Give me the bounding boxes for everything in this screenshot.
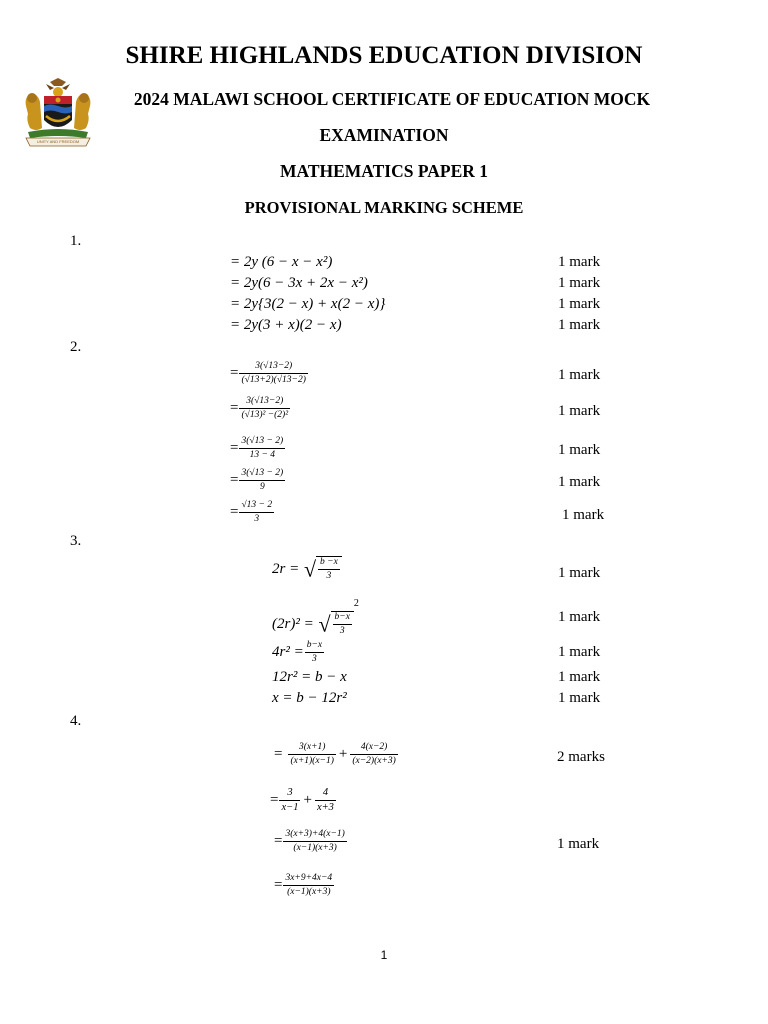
mark-allocation: 2 marks — [557, 749, 605, 765]
crest-motto: UNITY AND FREEDOM — [36, 139, 80, 144]
answer-step: = $\frac{3(√13 - 2)}{13 - 4}$ — [230, 436, 284, 460]
question-number: 1. — [70, 233, 82, 249]
numerator: 3(x+3)+4(x−1) — [283, 829, 346, 842]
denominator: (x−2)(x+3) — [352, 755, 396, 766]
fraction — [239, 396, 290, 421]
mark-allocation: 1 mark — [562, 507, 605, 523]
mark-allocation: 1 mark — [558, 565, 601, 581]
answer-step: 2r = √ $\frac{b -x}{3}$ — [272, 556, 342, 582]
answer-step: = $\frac{3(x+1)}{(x+1)(x-1)}$ + $\frac{4(x-2)}{(x-2)(x+3)}$ — [274, 742, 396, 766]
exponent: 2 — [353, 598, 359, 609]
denominator: 9 — [259, 481, 265, 492]
mark-allocation: 1 mark — [558, 669, 601, 685]
fraction — [239, 500, 274, 525]
numerator: 3(√13−2) — [239, 396, 290, 409]
marking-scheme-title: PROVISIONAL MARKING SCHEME — [244, 198, 524, 217]
answer-step: 4r² = $\frac{b-x}{3}$ — [272, 640, 323, 664]
denominator: (x+1)(x−1) — [290, 755, 334, 766]
question-number: 2. — [70, 339, 82, 355]
answer-step: = $\frac{3(x+3)+4(x-1)}{(x-1)(x+3)}$ — [274, 829, 345, 853]
denominator: x−1 — [281, 802, 299, 814]
denominator: 3 — [326, 570, 332, 581]
answer-step: = 2y(3 + x)(2 − x) — [230, 317, 342, 333]
answer-step: = 2y{3(2 − x) + x(2 − x)} — [230, 296, 386, 312]
division-title: SHIRE HIGHLANDS EDUCATION DIVISION — [125, 42, 643, 69]
denominator: 3 — [254, 513, 260, 524]
exam-title-line-2: EXAMINATION — [319, 125, 449, 145]
fraction — [239, 436, 285, 461]
mark-allocation: 1 mark — [558, 644, 601, 660]
numerator: 3(√13 − 2) — [239, 436, 285, 449]
mark-allocation: 1 mark — [558, 690, 601, 706]
denominator: (x−1)(x+3) — [287, 886, 331, 897]
mark-allocation: 1 mark — [558, 317, 601, 333]
numerator: 3(√13 − 2) — [239, 468, 285, 481]
numerator: b−x — [333, 612, 352, 625]
mark-allocation: 1 mark — [558, 275, 601, 291]
answer-step: = $\frac{3}{x-1}$ + $\frac{4}{x+3}$ — [270, 787, 334, 814]
numerator: 4(x−2) — [350, 742, 397, 755]
mark-allocation: 1 mark — [558, 296, 601, 312]
numerator: 3(√13−2) — [239, 361, 307, 374]
answer-step: = 2y(6 − 3x + 2x − x²) — [230, 275, 368, 291]
denominator: 3 — [312, 653, 317, 664]
denominator: (√13+2)(√13−2) — [241, 374, 306, 385]
numerator: 4 — [315, 787, 336, 801]
numerator: 3x+9+4x−4 — [283, 873, 334, 886]
mark-allocation: 1 mark — [558, 442, 601, 458]
mark-allocation: 1 mark — [558, 609, 601, 625]
denominator: 3 — [339, 626, 345, 637]
denominator: (x−1)(x+3) — [293, 842, 337, 853]
answer-step: = $\frac{3(√13-2)}{\text{(√13)² −(2)²}}$ — [230, 396, 289, 420]
answer-step: = $\frac{3(√13-2)}{(√13+2)(√13-2)}$ — [230, 361, 306, 385]
mark-allocation: 1 mark — [558, 474, 601, 490]
denominator: (√13)² −(2)² — [241, 409, 289, 420]
numerator: b−x — [305, 640, 324, 653]
exam-title-line-1: 2024 MALAWI SCHOOL CERTIFICATE OF EDUCATION MOCK — [133, 89, 651, 109]
answer-step: (2r)² = √ $\frac{b-x}{3}$ $^2$ — [272, 598, 359, 637]
answer-step: x = b − 12r² — [272, 690, 347, 706]
mark-allocation: 1 mark — [557, 836, 600, 852]
mark-allocation: 1 mark — [558, 403, 601, 419]
numerator: √13 − 2 — [239, 500, 274, 513]
denominator: 13 − 4 — [249, 449, 276, 460]
question-number: 4. — [70, 713, 82, 729]
answer-step: = $\frac{√13 - 2}{3}$ — [230, 500, 273, 524]
answer-step: = $\frac{3x+9+4x-4}{(x-1)(x+3)}$ — [274, 873, 333, 897]
page-number: 1 — [380, 948, 388, 962]
fraction — [239, 468, 285, 493]
answer-step: = $\frac{3(√13 - 2)}{9}$ — [230, 468, 284, 492]
denominator: x+3 — [316, 802, 334, 814]
answer-step: 12r² = b − x — [272, 669, 347, 685]
question-number: 3. — [70, 533, 82, 549]
fraction — [239, 361, 307, 386]
numerator: 3(x+1) — [288, 742, 335, 755]
answer-step: = 2y (6 − x − x²) — [230, 254, 333, 270]
subject-title: MATHEMATICS PAPER 1 — [279, 161, 489, 181]
numerator: b −x — [318, 557, 340, 570]
numerator: 3 — [279, 787, 300, 801]
mark-allocation: 1 mark — [558, 254, 601, 270]
mark-allocation: 1 mark — [558, 367, 601, 383]
